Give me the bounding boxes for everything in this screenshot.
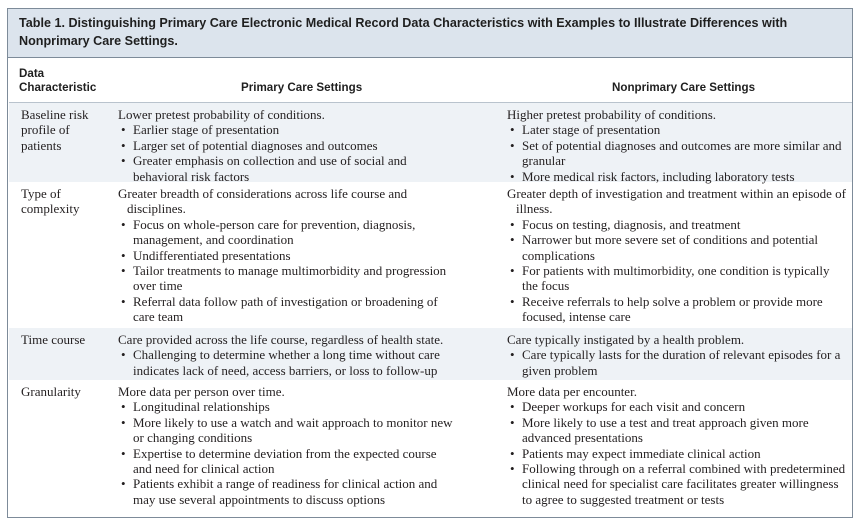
primary-care-cell [118, 332, 458, 378]
bullet-icon: • [510, 168, 515, 184]
list-item: • Expertise to determine deviation from the expected course and need for clinical action [121, 445, 437, 477]
table-row [9, 182, 852, 328]
cell-lead: Higher pretest probability of conditions. [507, 107, 717, 122]
cell-lead: Care typically instigated by a health problem. [507, 332, 745, 347]
bullet-icon: • [121, 445, 126, 461]
bullet-icon: • [510, 293, 515, 309]
cell-lead: Greater breadth of considerations across life course and disciplines. [118, 186, 408, 217]
bullet-icon: • [121, 263, 126, 279]
primary-care-cell [118, 107, 458, 184]
primary-care-cell [118, 384, 458, 507]
nonprimary-care-cell [507, 107, 847, 184]
bullet-icon: • [510, 216, 515, 232]
bullet-icon: • [121, 153, 126, 169]
list-item: • Focus on testing, diagnosis, and treatment [510, 216, 741, 232]
list-item: • Care typically lasts for the duration of relevant episodes for a given problem [510, 347, 841, 378]
nonprimary-care-cell [507, 332, 847, 378]
list-item: • Tailor treatments to manage multimorbidity and progression over time [121, 263, 447, 294]
bullet-icon: • [510, 347, 515, 363]
bullet-icon: • [121, 137, 126, 153]
row-characteristic: Time course [21, 332, 86, 347]
header-primary-care: Primary Care Settings [241, 81, 363, 94]
bullet-icon: • [510, 461, 515, 477]
bullet-icon: • [510, 137, 515, 153]
bullet-icon: • [121, 293, 126, 309]
bullet-icon: • [510, 445, 515, 461]
header-characteristic [19, 67, 96, 95]
table-row [9, 380, 852, 517]
list-item: • Narrower but more severe set of conditions and potential complications [510, 232, 819, 263]
table-row [9, 103, 852, 182]
bullet-icon: • [510, 399, 515, 415]
bullet-icon: • [121, 399, 126, 415]
list-item: • For patients with multimorbidity, one condition is typically the focus [510, 263, 830, 294]
cell-lead: More data per encounter. [507, 384, 637, 399]
row-characteristic: Type of complexity [21, 186, 80, 217]
bullet-icon: • [510, 263, 515, 279]
cell-lead: Greater depth of investigation and treatment within an episode of illness. [507, 186, 846, 217]
list-item: • Later stage of presentation [510, 122, 661, 138]
list-item: • Referral data follow path of investigation or broadening of care team [121, 293, 438, 325]
bullet-icon: • [121, 122, 126, 138]
table-frame [7, 8, 853, 518]
row-characteristic: Baseline risk profile of patients [21, 107, 89, 153]
table-title-bar [8, 9, 852, 58]
table-title: Table 1. Distinguishing Primary Care Electronic Medical Record Data Characteristics with Examples to Illustrate Differences with Nonprimary Care Settings. [19, 16, 788, 48]
header-nonprimary-care: Nonprimary Care Settings [612, 81, 756, 94]
bullet-icon: • [121, 216, 126, 232]
bullet-icon: • [121, 476, 126, 492]
list-item: • Following through on a referral combined with predetermined clinical need for specialist care facilitates greater willingness to agree to suggested treatment or tests [510, 461, 846, 507]
cell-lead: More data per person over time. [118, 384, 285, 399]
list-item: • More likely to use a watch and wait approach to monitor new or changing conditions [121, 414, 453, 446]
list-item: • Deeper workups for each visit and concern [510, 399, 746, 415]
bullet-icon: • [510, 122, 515, 138]
bullet-icon: • [510, 414, 515, 430]
list-item: • Longitudinal relationships [121, 399, 270, 415]
list-item: • Earlier stage of presentation [121, 122, 280, 138]
list-item: • Greater emphasis on collection and use of social and behavioral risk factors [121, 153, 407, 184]
cell-lead: Lower pretest probability of conditions. [118, 107, 325, 122]
list-item: • Focus on whole-person care for prevention, diagnosis, management, and coordination [121, 216, 416, 248]
primary-care-cell [118, 186, 458, 325]
cell-lead: Care provided across the life course, regardless of health state. [118, 332, 444, 347]
bullet-icon: • [121, 414, 126, 430]
header-characteristic-line1: Data [19, 67, 45, 80]
nonprimary-care-cell [507, 384, 847, 507]
header-characteristic-line2: Characteristic [19, 81, 97, 94]
bullet-icon: • [510, 232, 515, 248]
row-characteristic: Granularity [21, 384, 81, 399]
list-item: • Patients exhibit a range of readiness for clinical action and may use several appointments to discuss options [121, 476, 438, 507]
list-item: • Receive referrals to help solve a problem or provide more focused, intense care [510, 293, 823, 325]
bullet-icon: • [121, 247, 126, 263]
list-item: • Challenging to determine whether a long time without care indicates lack of need, access barriers, or loss to follow-up [121, 347, 440, 378]
list-item: • Set of potential diagnoses and outcomes are more similar and granular [510, 137, 842, 169]
table-row [9, 328, 852, 380]
list-item: • Larger set of potential diagnoses and outcomes [121, 137, 378, 153]
bullet-icon: • [121, 347, 126, 363]
list-item: • Undifferentiated presentations [121, 247, 291, 263]
list-item: • More medical risk factors, including laboratory tests [510, 168, 795, 184]
list-item: • Patients may expect immediate clinical action [510, 445, 761, 461]
list-item: • More likely to use a test and treat approach given more advanced presentations [510, 414, 809, 446]
nonprimary-care-cell [507, 186, 847, 325]
